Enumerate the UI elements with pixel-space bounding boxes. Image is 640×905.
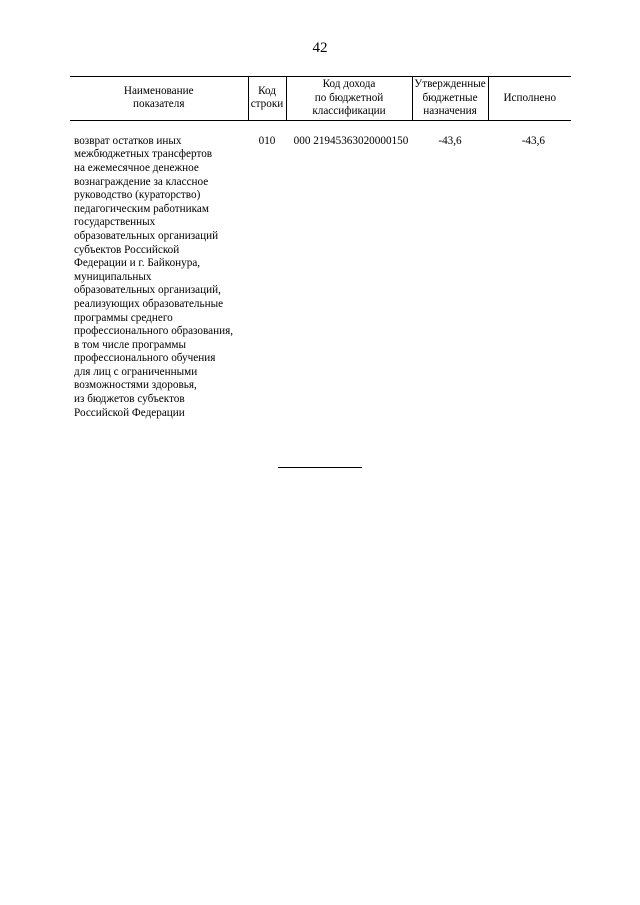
page-number: 42 (312, 40, 328, 56)
report-table (70, 76, 571, 420)
table-spacer-row (70, 120, 571, 135)
header-indicator-name: Наименование показателя (70, 77, 248, 121)
row-indicator-name: возврат остатков иных межбюджетных трансфертов на ежемесячное денежное вознаграждение за классное руководство (кураторство) педагогическим работникам государственных образовательных организаций субъектов Российской Федерации и г. Байконура, муниципальных образовательных организаций, реализующих образовательные программы среднего профессионального образования, в том числе программы профессионального обучения для лиц с ограниченными возможностями здоровья, из бюджетов субъектов Российской Федерации (74, 134, 234, 419)
header-income-code: Код дохода по бюджетной классификации (286, 77, 412, 121)
table-header-row (70, 77, 571, 121)
report-table-container (70, 76, 571, 420)
table-row (70, 135, 571, 420)
header-executed: Исполнено (488, 77, 571, 121)
header-line-code: Код строки (248, 77, 286, 121)
row-line-code: 010 (258, 134, 276, 147)
row-executed-value: -43,6 (521, 134, 545, 147)
row-approved-value: -43,6 (438, 134, 462, 147)
end-of-table-rule (278, 467, 362, 468)
header-approved-appropriations: Утвержденные бюджетные назначения (412, 77, 488, 121)
row-income-code: 000 21945363020000150 (293, 134, 409, 147)
